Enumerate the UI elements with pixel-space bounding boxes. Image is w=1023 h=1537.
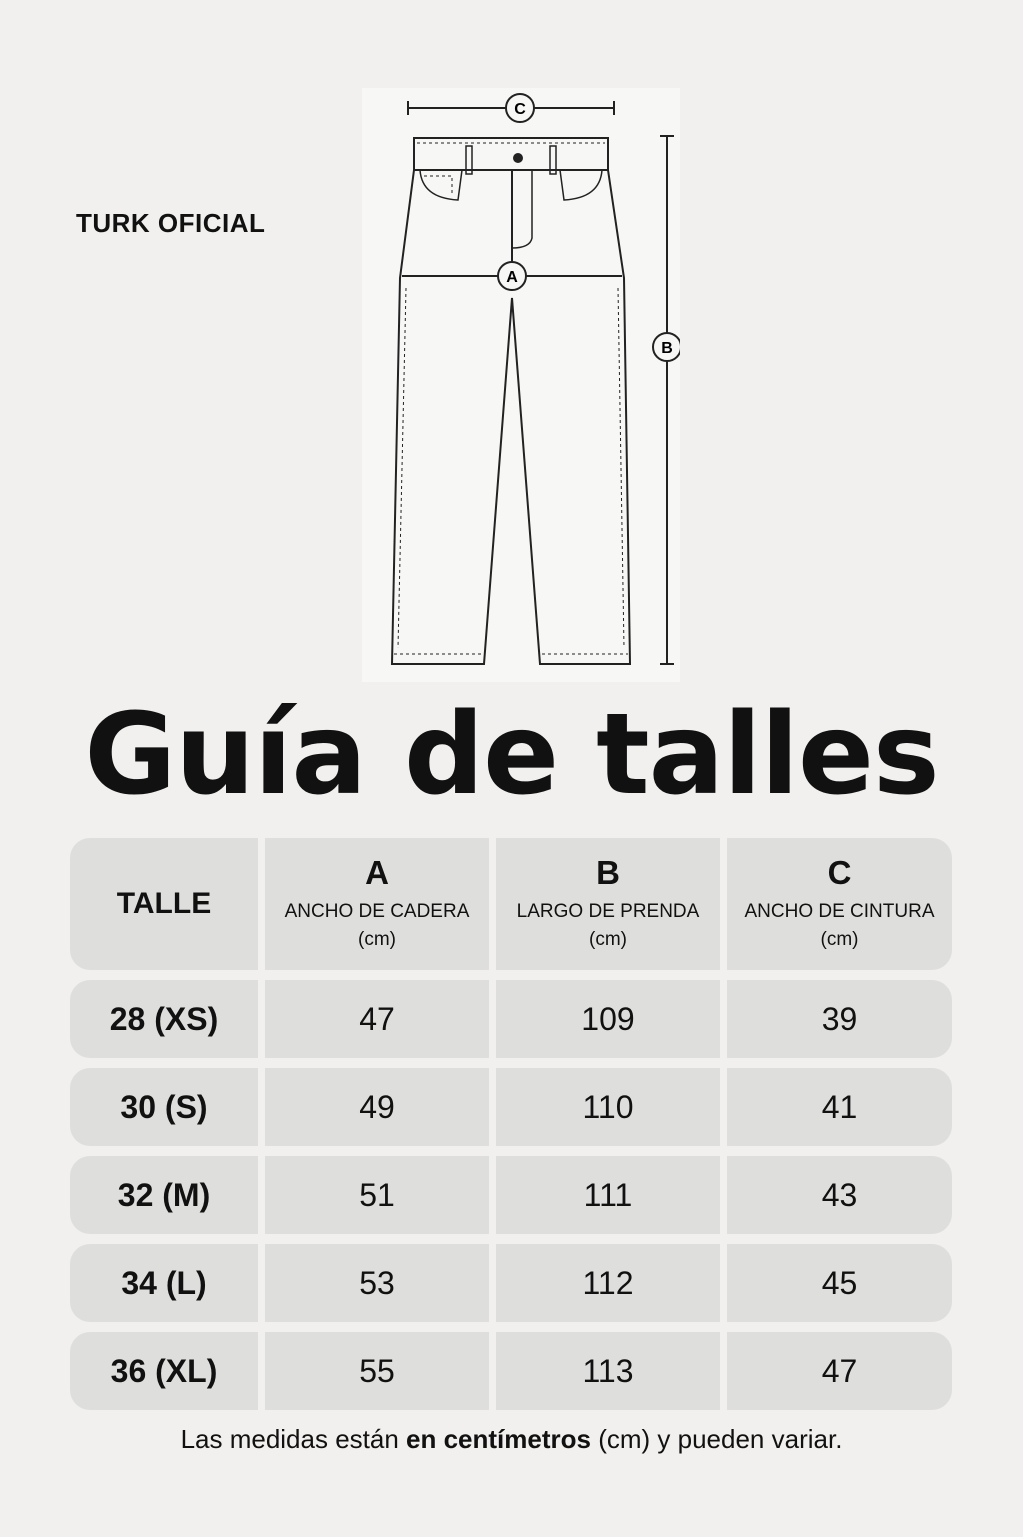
value-b-cell: 112 <box>496 1244 720 1322</box>
value-a-cell: 51 <box>265 1156 489 1234</box>
col-a-letter: A <box>365 854 389 891</box>
value-b-cell: 111 <box>496 1156 720 1234</box>
label-b: B <box>661 340 673 357</box>
size-cell: 32 (M) <box>70 1156 258 1234</box>
size-cell: 36 (XL) <box>70 1332 258 1410</box>
table-row <box>70 1244 952 1322</box>
col-c-letter: C <box>827 854 852 891</box>
value-c-cell: 47 <box>727 1332 952 1410</box>
table-row <box>70 1332 952 1410</box>
footer-text-after: (cm) y pueden variar. <box>590 1424 843 1454</box>
value-c-cell: 45 <box>727 1244 952 1322</box>
value-b-cell: 113 <box>496 1332 720 1410</box>
value-a-cell: 49 <box>265 1068 489 1146</box>
col-a-unit: (cm) <box>358 929 396 950</box>
table-row <box>70 1068 952 1146</box>
table-row <box>70 980 952 1058</box>
brand-name: TURK OFICIAL <box>76 208 266 238</box>
col-b-unit: (cm) <box>589 929 627 950</box>
size-cell: 34 (L) <box>70 1244 258 1322</box>
label-b-marker <box>653 333 680 361</box>
footer-note <box>0 1424 1023 1455</box>
header-col-c <box>727 838 952 970</box>
label-c: C <box>514 101 526 118</box>
value-a-cell: 53 <box>265 1244 489 1322</box>
value-b-cell: 109 <box>496 980 720 1058</box>
value-a-cell: 47 <box>265 980 489 1058</box>
value-c-cell: 39 <box>727 980 952 1058</box>
table-row <box>70 1156 952 1234</box>
col-b-name: LARGO DE PRENDA <box>516 901 700 922</box>
label-a: A <box>506 269 518 286</box>
footer-text-bold: en centímetros <box>406 1424 591 1454</box>
col-c-unit: (cm) <box>820 929 859 950</box>
pants-illustration <box>362 88 680 682</box>
page-title: Guía de talles <box>84 690 939 820</box>
col-c-name: ANCHO DE CINTURA <box>744 901 935 922</box>
footer-text-before: Las medidas están <box>180 1424 407 1454</box>
value-c-cell: 43 <box>727 1156 952 1234</box>
value-b-cell: 110 <box>496 1068 720 1146</box>
col-a-name: ANCHO DE CADERA <box>284 901 470 922</box>
pants-diagram <box>362 88 680 682</box>
table-header-row <box>70 838 952 970</box>
label-c-marker <box>506 94 534 122</box>
col-b-letter: B <box>596 854 620 891</box>
header-size: TALLE <box>70 838 258 970</box>
value-c-cell: 41 <box>727 1068 952 1146</box>
size-cell: 28 (XS) <box>70 980 258 1058</box>
size-table <box>70 838 952 1420</box>
size-cell: 30 (S) <box>70 1068 258 1146</box>
header-col-b <box>496 838 720 970</box>
header-col-a <box>265 838 489 970</box>
label-a-marker <box>498 262 526 290</box>
value-a-cell: 55 <box>265 1332 489 1410</box>
